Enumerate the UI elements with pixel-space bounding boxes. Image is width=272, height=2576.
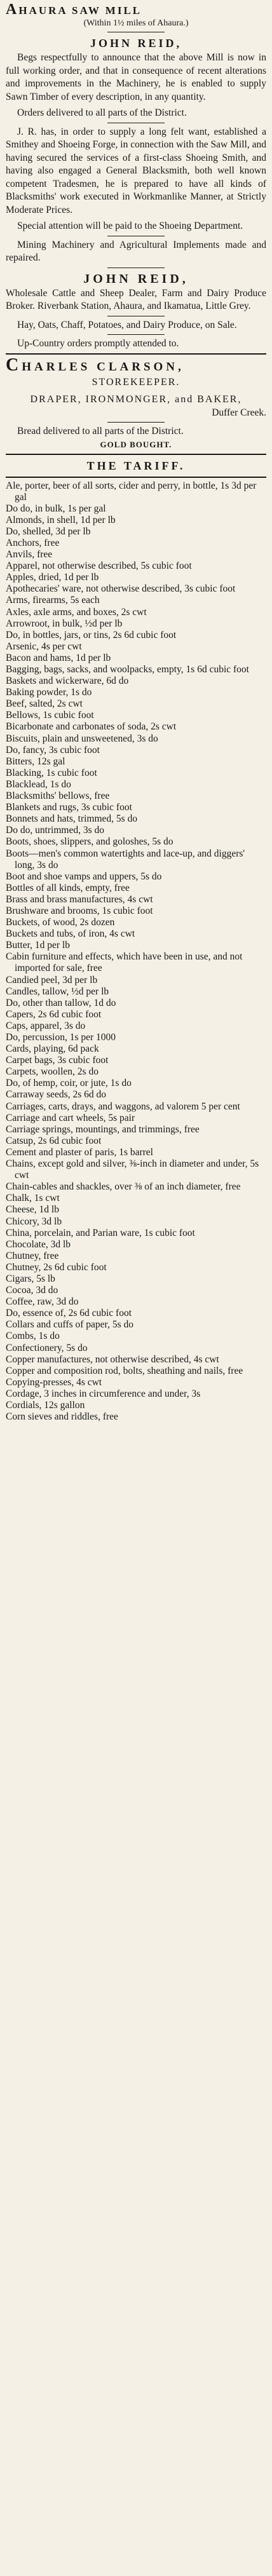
mill-shoeing-notice: Special attention will be paid to the Shoeing Department. (17, 220, 243, 231)
clarson-name-rest: HARLES CLARSON, (22, 360, 184, 374)
tariff-item: Brushware and brooms, 1s cubic foot (6, 905, 153, 916)
tariff-item: Carriages, carts, drays, and waggons, ad valorem 5 per cent (6, 1101, 240, 1112)
tariff-item: Chains, except gold and silver, ⅜-inch in diameter and under, 5s cwt (6, 1158, 259, 1181)
tariff-item: Cabin furniture and effects, which have been in use, and not imported for sale, free (6, 951, 243, 974)
tariff-item: Baking powder, 1s do (6, 687, 92, 698)
dealer-description: Wholesale Cattle and Sheep Dealer, Farm and Dairy Produce Broker. Riverbank Station, Ahaura, and Ikamatua, Little Grey. (6, 287, 266, 311)
tariff-item: Baskets and wickerware, 6d do (6, 675, 129, 687)
clarson-bread: Bread delivered to all parts of the District. (17, 426, 184, 437)
mill-announcement: Begs respectfully to announce that the above Mill is now in full working order, and that in consequence of recent alterations and improvements in the Machinery, he is enabled to supply Sawn Timber of every description, in any quantity. (6, 52, 266, 102)
mill-machinery-notice: Mining Machinery and Agricultural Implements made and repaired. (6, 239, 266, 263)
tariff-item: Do do, in bulk, 1s per gal (6, 503, 106, 514)
dealer-name: JOHN REID, (83, 271, 189, 286)
tariff-item: Blacklead, 1s do (6, 778, 71, 790)
tariff-item: Blacksmiths' bellows, free (6, 790, 110, 802)
section-rule (6, 353, 266, 355)
tariff-item: Bicarbonate and carbonates of soda, 2s cwt (6, 721, 177, 733)
tariff-item: Apparel, not otherwise described, 5s cubic foot (6, 560, 192, 572)
tariff-item: Copying-presses, 4s cwt (6, 1376, 102, 1388)
clarson-gold-bought: GOLD BOUGHT. (100, 439, 172, 449)
clarson-location: Duffer Creek. (212, 407, 266, 418)
tariff-item: Apothecaries' ware, not otherwise described, 3s cubic foot (6, 583, 236, 595)
tariff-item: Chocolate, 3d lb (6, 1238, 71, 1250)
tariff-item: Do, in bottles, jars, or tins, 2s 6d cubic foot (6, 629, 177, 641)
tariff-item: Arsenic, 4s per cwt (6, 641, 82, 652)
tariff-item: Cocoa, 3d do (6, 1285, 58, 1296)
tariff-item: Axles, axle arms, and boxes, 2s cwt (6, 606, 147, 618)
tariff-item: Carraway seeds, 2s 6d do (6, 1089, 106, 1101)
tariff-item: Chalk, 1s cwt (6, 1193, 60, 1204)
mill-title-initial: A (6, 1, 19, 18)
tariff-item: Cards, playing, 6d pack (6, 1043, 99, 1055)
tariff-item: Catsup, 2s 6d cubic foot (6, 1135, 102, 1146)
tariff-item: Chutney, 2s 6d cubic foot (6, 1261, 107, 1273)
tariff-item: Arrowroot, in bulk, ½d per lb (6, 618, 123, 629)
clarson-name-initial: C (6, 355, 22, 375)
mill-title-rest: HAURA SAW MILL (18, 4, 142, 17)
tariff-item: Do, essence of, 2s 6d cubic foot (6, 1308, 132, 1319)
mill-proprietor: JOHN REID, (90, 37, 182, 50)
tariff-item: Bellows, 1s cubic foot (6, 710, 94, 721)
tariff-item: Candied peel, 3d per lb (6, 974, 98, 986)
tariff-item: Capers, 2s 6d cubic foot (6, 1008, 102, 1020)
tariff-item: Chain-cables and shackles, over ⅜ of an inch diameter, free (6, 1181, 241, 1193)
section-rule (6, 454, 266, 455)
tariff-item: Do, shelled, 3d per lb (6, 525, 91, 537)
tariff-item: Brass and brass manufactures, 4s cwt (6, 893, 153, 905)
tariff-item: Arms, firearms, 5s each (6, 595, 100, 606)
tariff-list (6, 480, 266, 1423)
tariff-item: Bacon and hams, 1d per lb (6, 652, 111, 663)
tariff-item: Boots—men's common watertights and lace-up, and diggers' long, 3s do (6, 848, 245, 871)
clarson-trades: DRAPER, IRONMONGER, and BAKER, (30, 393, 242, 405)
tariff-item: Carpets, woollen, 2s do (6, 1066, 99, 1078)
tariff-item: Cheese, 1d lb (6, 1204, 59, 1216)
tariff-item: China, porcelain, and Parian ware, 1s cubic foot (6, 1227, 195, 1238)
tariff-item: Bonnets and hats, trimmed, 5s do (6, 813, 138, 825)
tariff-item: Beef, salted, 2s cwt (6, 698, 83, 710)
tariff-item: Bitters, 12s gal (6, 756, 65, 767)
tariff-item: Bottles of all kinds, empty, free (6, 882, 130, 893)
tariff-item: Biscuits, plain and unsweetened, 3s do (6, 733, 158, 744)
dealer-produce: Hay, Oats, Chaff, Potatoes, and Dairy Produce, on Sale. (17, 319, 237, 330)
tariff-item: Bagging, bags, sacks, and woolpacks, empty, 1s 6d cubic foot (6, 664, 249, 675)
tariff-item: Copper manufactures, not otherwise described, 4s cwt (6, 1353, 219, 1365)
tariff-item: Blankets and rugs, 3s cubic foot (6, 802, 132, 813)
tariff-item: Caps, apparel, 3s do (6, 1020, 86, 1031)
tariff-item: Cigars, 5s lb (6, 1273, 55, 1284)
tariff-item: Apples, dried, 1d per lb (6, 572, 99, 583)
tariff-item: Do do, untrimmed, 3s do (6, 825, 104, 836)
mill-title (6, 3, 266, 18)
tariff-item: Cordials, 12s gallon (6, 1400, 85, 1411)
tariff-item: Anchors, free (6, 537, 60, 548)
divider (107, 334, 165, 335)
tariff-item: Do, percussion, 1s per 1000 (6, 1032, 116, 1043)
clarson-role: STOREKEEPER. (92, 376, 180, 388)
tariff-item: Confectionery, 5s do (6, 1342, 88, 1353)
tariff-item: Almonds, in shell, 1d per lb (6, 514, 116, 525)
tariff-item: Do, fancy, 3s cubic foot (6, 744, 100, 756)
tariff-item: Chutney, free (6, 1250, 59, 1261)
tariff-item: Corn sieves and riddles, free (6, 1411, 118, 1423)
clarson-name (6, 357, 266, 376)
tariff-item: Copper and composition rod, bolts, sheathing and nails, free (6, 1365, 243, 1376)
section-rule (6, 477, 266, 478)
tariff-item: Candles, tallow, ½d per lb (6, 986, 109, 997)
mill-subtitle: (Within 1½ miles of Ahaura.) (83, 18, 189, 28)
tariff-item: Carriage and cart wheels, 5s pair (6, 1112, 135, 1123)
tariff-item: Carpet bags, 3s cubic foot (6, 1055, 109, 1066)
tariff-item: Collars and cuffs of paper, 5s do (6, 1319, 133, 1331)
tariff-item: Butter, 1d per lb (6, 940, 70, 951)
tariff-item: Do, of hemp, coir, or jute, 1s do (6, 1078, 132, 1089)
tariff-item: Do, other than tallow, 1d do (6, 997, 116, 1008)
tariff-item: Chicory, 3d lb (6, 1216, 62, 1227)
mill-orders: Orders delivered to all parts of the District. (17, 107, 187, 118)
tariff-item: Cordage, 3 inches in circumference and under, 3s (6, 1388, 201, 1399)
tariff-item: Boots, shoes, slippers, and goloshes, 5s do (6, 836, 173, 848)
tariff-heading: THE TARIFF. (86, 459, 186, 472)
tariff-item: Ale, porter, beer of all sorts, cider and perry, in bottle, 1s 3d per gal (6, 480, 257, 503)
tariff-item: Boot and shoe vamps and uppers, 5s do (6, 871, 162, 882)
tariff-item: Anvils, free (6, 549, 53, 560)
tariff-item: Combs, 1s do (6, 1331, 60, 1342)
tariff-item: Coffee, raw, 3d do (6, 1296, 79, 1308)
tariff-item: Cement and plaster of paris, 1s barrel (6, 1146, 153, 1158)
mill-smithy-notice: J. R. has, in order to supply a long felt want, established a Smithey and Shoeing Forge, in connection with the Saw Mill, and having secured the services of a first-class Shoeing Smith, and having also engaged a General Blacksmith, both well known competent Tradesmen, he is prepared to have all kinds of Blacksmiths' work executed in Workmanlike Manner, at Strictly Moderate Prices. (6, 126, 266, 215)
dealer-upcountry: Up-Country orders promptly attended to. (17, 338, 179, 349)
tariff-item: Blacking, 1s cubic foot (6, 767, 97, 778)
divider (107, 422, 165, 423)
tariff-item: Carriage springs, mountings, and trimmings, free (6, 1123, 200, 1135)
tariff-item: Buckets, of wood, 2s dozen (6, 917, 115, 928)
tariff-item: Buckets and tubs, of iron, 4s cwt (6, 928, 135, 940)
